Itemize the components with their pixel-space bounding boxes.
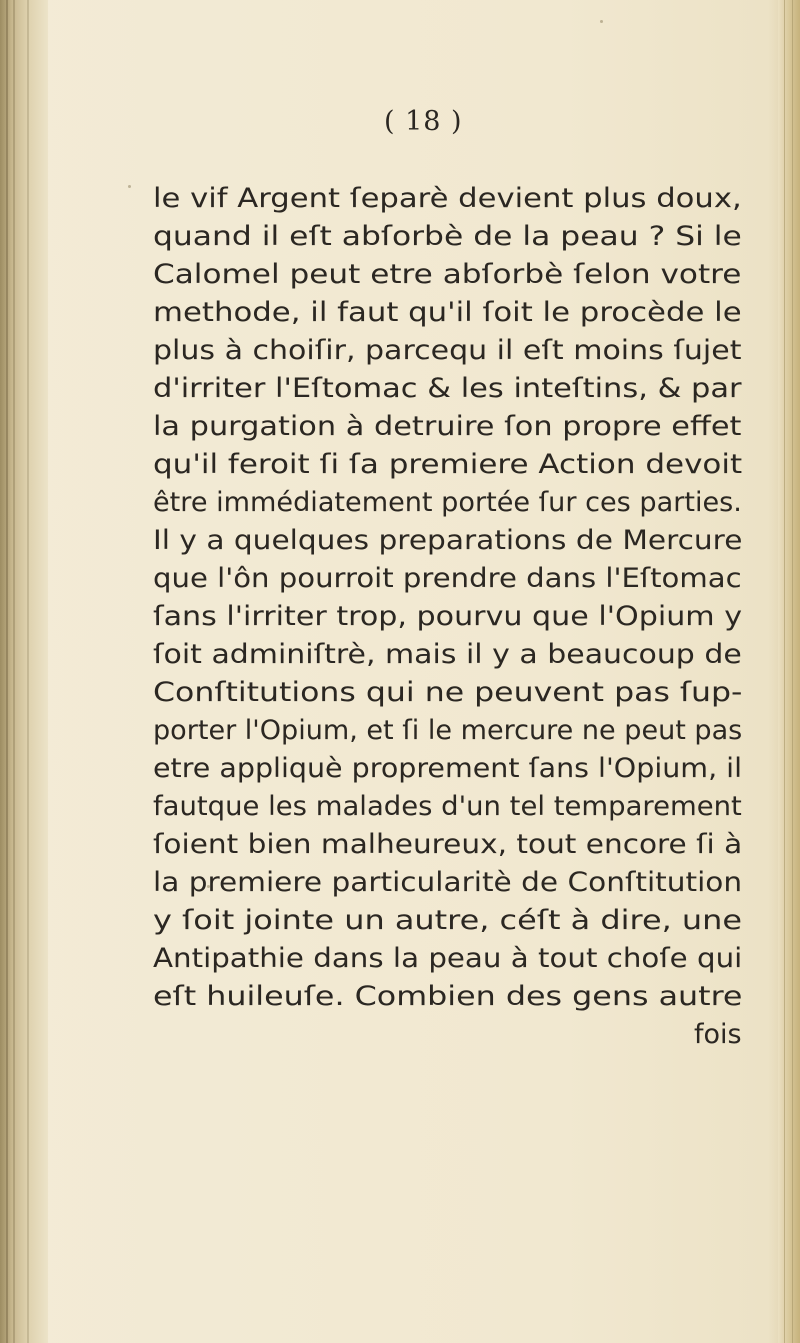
text-line: quand il eſt abſorbè de la peau ? Si le	[153, 221, 742, 252]
text-line: ſans l'irriter trop, pourvu que l'Opium y	[153, 601, 743, 632]
text-line: d'irriter l'Eſtomac & les inteſtins, & par	[153, 373, 742, 404]
text-line: fautque les malades d'un tel temparement	[153, 791, 742, 822]
text-line: la premiere particularitè de Conſtitution	[153, 867, 743, 898]
text-line: la purgation à detruire ſon propre effet	[153, 411, 742, 442]
text-line: le vif Argent ſeparè devient plus doux,	[153, 183, 742, 214]
text-line: y ſoit jointe un autre, céſt à dire, une	[153, 905, 743, 936]
text-line: Calomel peut etre abſorbè ſelon votre	[153, 259, 742, 290]
page-number-header: ( 18 )	[384, 106, 463, 137]
text-line: Antipathie dans la peau à tout choſe qui	[153, 943, 743, 974]
catchword: fois	[694, 1019, 742, 1050]
text-line: Il y a quelques preparations de Mercure	[153, 525, 743, 556]
text-line: eſt huileuſe. Combien des gens autre	[153, 981, 743, 1012]
text-line: plus à choiſir, parcequ il eſt moins ſujet	[153, 335, 742, 366]
text-line: Conſtitutions qui ne peuvent pas ſup-	[153, 677, 743, 708]
text-line: que l'ôn pourroit prendre dans l'Eſtomac	[153, 563, 742, 594]
text-line: être immédiatement portée ſur ces parties.	[153, 487, 742, 518]
text-line: qu'il feroit ſi ſa premiere Action devoit	[153, 449, 743, 480]
text-line: methode, il faut qu'il ſoit le procède le	[153, 297, 742, 328]
text-line: porter l'Opium, et ſi le mercure ne peut pas	[153, 715, 743, 746]
text-line: ſoient bien malheureux, tout encore ſi à	[153, 829, 743, 860]
text-line: etre appliquè proprement ſans l'Opium, il	[153, 753, 743, 784]
text-line: ſoit adminiſtrè, mais il y a beaucoup de	[153, 639, 742, 670]
